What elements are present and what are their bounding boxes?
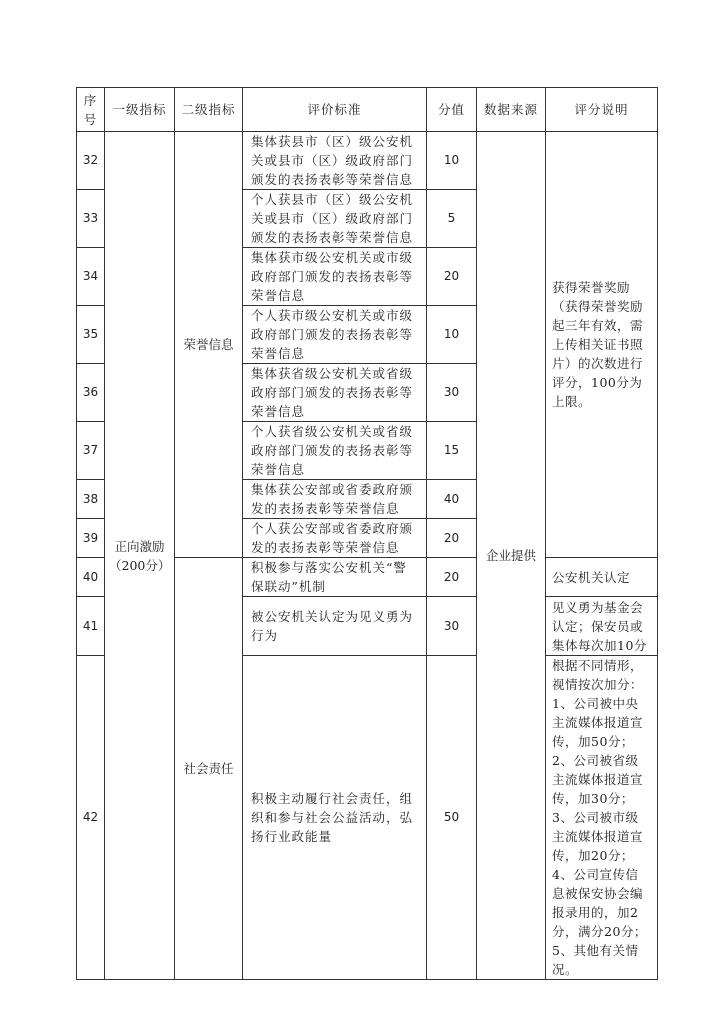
source-enterprise: 企业提供 <box>477 132 546 980</box>
header-source: 数据来源 <box>477 88 546 132</box>
row-criteria: 集体获市级公安机关或市级政府部门颁发的表扬表彰等荣誉信息 <box>243 248 427 306</box>
row-score: 10 <box>427 306 477 364</box>
header-seq: 序号 <box>77 88 105 132</box>
row-criteria: 个人获公安部或省委政府颁发的表扬表彰等荣誉信息 <box>243 519 427 558</box>
row-seq: 37 <box>77 422 105 480</box>
note-40: 公安机关认定 <box>546 558 658 597</box>
row-seq: 40 <box>77 558 105 597</box>
row-score: 50 <box>427 656 477 980</box>
row-seq: 41 <box>77 597 105 656</box>
row-seq: 35 <box>77 306 105 364</box>
row-score: 20 <box>427 558 477 597</box>
level2-honor: 荣誉信息 <box>175 132 243 558</box>
level2-social: 社会责任 <box>175 558 243 980</box>
row-criteria: 个人获市级公安机关或市级政府部门颁发的表扬表彰等荣誉信息 <box>243 306 427 364</box>
row-score: 20 <box>427 248 477 306</box>
row-criteria: 积极主动履行社会责任，组织和参与社会公益活动，弘扬行业政能量 <box>243 656 427 980</box>
row-criteria: 集体获公安部或省委政府颁发的表扬表彰等荣誉信息 <box>243 480 427 519</box>
note-honor: 获得荣誉奖励（获得荣誉奖励起三年有效，需上传相关证书照片）的次数进行评分，100分为上限。 <box>546 132 658 558</box>
header-criteria: 评价标准 <box>243 88 427 132</box>
note-41: 见义勇为基金会认定；保安员或集体每次加10分 <box>546 597 658 656</box>
row-seq: 34 <box>77 248 105 306</box>
level1-positive: 正向激励（200分） <box>105 132 175 980</box>
header-level2: 二级指标 <box>175 88 243 132</box>
row-criteria: 集体获省级公安机关或省级政府部门颁发的表扬表彰等荣誉信息 <box>243 364 427 422</box>
header-note: 评分说明 <box>546 88 658 132</box>
row-criteria: 积极参与落实公安机关“警保联动”机制 <box>243 558 427 597</box>
header-score: 分值 <box>427 88 477 132</box>
row-score: 30 <box>427 364 477 422</box>
row-criteria: 个人获县市（区）级公安机关或县市（区）级政府部门颁发的表扬表彰等荣誉信息 <box>243 190 427 248</box>
row-seq: 32 <box>77 132 105 190</box>
row-score: 10 <box>427 132 477 190</box>
row-score: 20 <box>427 519 477 558</box>
row-criteria: 被公安机关认定为见义勇为行为 <box>243 597 427 656</box>
note-42: 根据不同情形，视情按次加分：1、公司被中央主流媒体报道宣传，加50分；2、公司被省级主流媒体报道宣传，加30分；3、公司被市级主流媒体报道宣传，加20分；4、公司宣传信息被保安协会编报录用的，加2分，满分20分；5、其他有关情况。 <box>546 656 658 980</box>
row-seq: 39 <box>77 519 105 558</box>
row-seq: 38 <box>77 480 105 519</box>
row-seq: 33 <box>77 190 105 248</box>
table-row <box>77 132 658 190</box>
row-score: 5 <box>427 190 477 248</box>
row-score: 40 <box>427 480 477 519</box>
row-criteria: 个人获省级公安机关或省级政府部门颁发的表扬表彰等荣誉信息 <box>243 422 427 480</box>
header-row <box>77 88 658 132</box>
row-seq: 36 <box>77 364 105 422</box>
row-score: 15 <box>427 422 477 480</box>
evaluation-table <box>76 87 658 980</box>
row-score: 30 <box>427 597 477 656</box>
row-seq: 42 <box>77 656 105 980</box>
row-criteria: 集体获县市（区）级公安机关或县市（区）级政府部门颁发的表扬表彰等荣誉信息 <box>243 132 427 190</box>
header-level1: 一级指标 <box>105 88 175 132</box>
